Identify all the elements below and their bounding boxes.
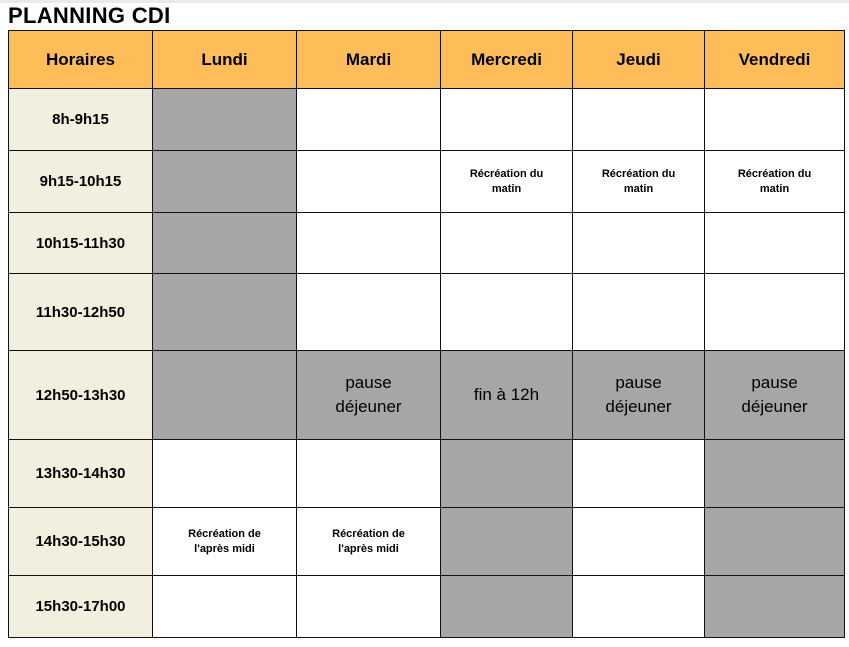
schedule-cell-mardi: Récréation de l'après midi xyxy=(297,508,441,576)
schedule-cell-mercredi xyxy=(441,440,573,508)
header-mercredi: Mercredi xyxy=(441,31,573,89)
schedule-cell-vendredi: pause déjeuner xyxy=(705,351,845,440)
time-slot: 10h15-11h30 xyxy=(9,213,153,274)
schedule-cell-jeudi: Récréation du matin xyxy=(573,151,705,213)
schedule-cell-vendredi xyxy=(705,440,845,508)
schedule-cell-mercredi xyxy=(441,576,573,638)
table-row xyxy=(9,351,845,440)
schedule-cell-vendredi xyxy=(705,213,845,274)
header-lundi: Lundi xyxy=(153,31,297,89)
schedule-cell-lundi xyxy=(153,576,297,638)
time-slot: 8h-9h15 xyxy=(9,89,153,151)
header-row xyxy=(9,31,845,89)
schedule-cell-lundi xyxy=(153,151,297,213)
schedule-cell-jeudi xyxy=(573,440,705,508)
table-row xyxy=(9,440,845,508)
schedule-cell-jeudi xyxy=(573,508,705,576)
schedule-cell-jeudi: pause déjeuner xyxy=(573,351,705,440)
schedule-cell-mardi xyxy=(297,576,441,638)
header-mardi: Mardi xyxy=(297,31,441,89)
schedule-cell-mercredi: Récréation du matin xyxy=(441,151,573,213)
schedule-cell-lundi: Récréation de l'après midi xyxy=(153,508,297,576)
schedule-cell-lundi xyxy=(153,274,297,351)
time-slot: 12h50-13h30 xyxy=(9,351,153,440)
schedule-cell-vendredi xyxy=(705,274,845,351)
schedule-cell-mercredi xyxy=(441,508,573,576)
schedule-cell-vendredi xyxy=(705,89,845,151)
schedule-cell-mardi xyxy=(297,440,441,508)
planning-body xyxy=(9,89,845,638)
schedule-cell-vendredi: Récréation du matin xyxy=(705,151,845,213)
schedule-cell-jeudi xyxy=(573,213,705,274)
schedule-cell-mardi xyxy=(297,213,441,274)
time-slot: 11h30-12h50 xyxy=(9,274,153,351)
schedule-cell-jeudi xyxy=(573,274,705,351)
schedule-cell-lundi xyxy=(153,89,297,151)
schedule-cell-jeudi xyxy=(573,89,705,151)
schedule-cell-lundi xyxy=(153,213,297,274)
schedule-cell-mardi xyxy=(297,89,441,151)
page-title: PLANNING CDI xyxy=(8,3,171,28)
schedule-cell-mardi xyxy=(297,274,441,351)
time-slot: 14h30-15h30 xyxy=(9,508,153,576)
schedule-cell-mercredi xyxy=(441,89,573,151)
table-row xyxy=(9,274,845,351)
schedule-cell-lundi xyxy=(153,440,297,508)
schedule-cell-vendredi xyxy=(705,576,845,638)
planning-table xyxy=(8,30,845,638)
table-row xyxy=(9,213,845,274)
schedule-cell-mardi: pause déjeuner xyxy=(297,351,441,440)
table-row xyxy=(9,89,845,151)
time-slot: 9h15-10h15 xyxy=(9,151,153,213)
header-horaires: Horaires xyxy=(9,31,153,89)
header-vendredi: Vendredi xyxy=(705,31,845,89)
time-slot: 15h30-17h00 xyxy=(9,576,153,638)
table-row xyxy=(9,151,845,213)
schedule-cell-jeudi xyxy=(573,576,705,638)
header-jeudi: Jeudi xyxy=(573,31,705,89)
table-row xyxy=(9,508,845,576)
schedule-cell-mercredi: fin à 12h xyxy=(441,351,573,440)
schedule-cell-mercredi xyxy=(441,213,573,274)
schedule-cell-mercredi xyxy=(441,274,573,351)
schedule-cell-lundi xyxy=(153,351,297,440)
schedule-cell-vendredi xyxy=(705,508,845,576)
time-slot: 13h30-14h30 xyxy=(9,440,153,508)
table-row xyxy=(9,576,845,638)
schedule-cell-mardi xyxy=(297,151,441,213)
